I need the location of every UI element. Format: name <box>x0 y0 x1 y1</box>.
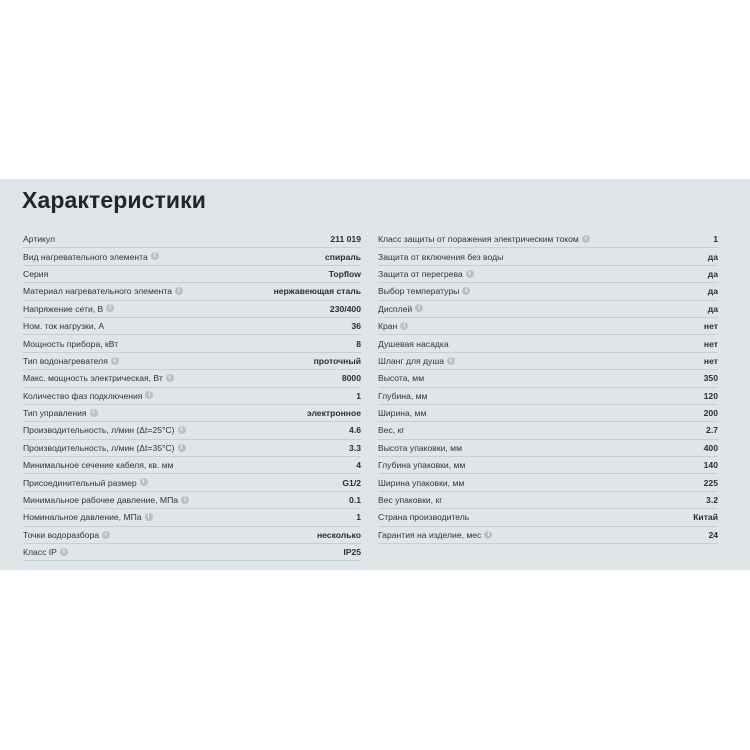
spec-value: 24 <box>708 529 718 540</box>
info-icon[interactable]: i <box>175 287 183 295</box>
spec-value: 2.7 <box>706 425 718 436</box>
spec-value: Китай <box>693 512 718 523</box>
spec-label <box>23 547 343 557</box>
spec-label <box>378 512 693 522</box>
spec-value: 4.6 <box>349 425 361 436</box>
spec-label-text: Глубина, мм <box>378 390 428 401</box>
info-icon[interactable]: i <box>145 391 153 399</box>
spec-value: электронное <box>306 408 361 419</box>
info-icon[interactable]: i <box>466 270 474 278</box>
spec-value: да <box>707 268 718 279</box>
spec-label-text: Минимальное сечение кабеля, кв. мм <box>23 460 174 471</box>
info-icon[interactable]: i <box>582 235 590 243</box>
spec-label-text: Точки водоразбора <box>23 529 100 540</box>
spec-label <box>23 443 349 453</box>
spec-value: несколько <box>316 529 361 540</box>
spec-label <box>23 373 342 383</box>
spec-label <box>23 304 330 314</box>
spec-value: нет <box>703 338 718 349</box>
spec-value: 200 <box>703 408 718 419</box>
spec-label <box>23 478 342 488</box>
info-icon[interactable]: i <box>145 513 153 521</box>
spec-label <box>23 339 356 349</box>
spec-value: Topflow <box>328 268 361 279</box>
spec-row <box>23 301 361 318</box>
spec-row <box>23 318 361 335</box>
spec-label-text: Защита от перегрева <box>378 268 463 279</box>
info-icon[interactable]: i <box>140 478 148 486</box>
spec-label <box>23 269 329 279</box>
spec-label-text: Материал нагревательного элемента <box>23 286 173 297</box>
spec-row <box>378 509 718 526</box>
spec-row <box>23 231 361 248</box>
spec-label <box>378 530 708 540</box>
spec-label <box>23 356 314 366</box>
spec-label <box>378 478 704 488</box>
spec-label <box>23 321 351 331</box>
info-icon[interactable]: i <box>181 496 189 504</box>
spec-label-text: Гарантия на изделие, мес <box>378 529 482 540</box>
spec-row <box>378 318 718 335</box>
spec-row <box>378 422 718 439</box>
spec-label <box>23 460 356 470</box>
spec-value: 1 <box>713 234 718 245</box>
spec-row <box>23 248 361 265</box>
spec-value: 140 <box>703 460 718 471</box>
spec-label <box>378 286 708 296</box>
spec-label-text: Кран <box>378 321 398 332</box>
spec-label-text: Производительность, л/мин (Δt=25°C) <box>23 425 175 436</box>
spec-label <box>23 408 307 418</box>
spec-label <box>378 269 708 279</box>
spec-label <box>23 391 356 401</box>
spec-value: 225 <box>703 477 718 488</box>
info-icon[interactable]: i <box>166 374 174 382</box>
spec-value: 350 <box>703 373 718 384</box>
spec-label-text: Номинальное давление, МПа <box>23 512 142 523</box>
spec-label-text: Класс защиты от поражения электрическим током <box>378 234 579 245</box>
spec-label-text: Мощность прибора, кВт <box>23 338 119 349</box>
spec-value: 3.2 <box>706 495 718 506</box>
spec-row <box>23 492 361 509</box>
spec-label-text: Вес, кг <box>378 425 405 436</box>
spec-label-text: Класс IP <box>23 547 57 558</box>
spec-value: проточный <box>313 355 361 366</box>
spec-row <box>378 248 718 265</box>
page-title: Характеристики <box>22 187 206 213</box>
info-icon[interactable]: i <box>111 357 119 365</box>
spec-row <box>23 283 361 300</box>
spec-value: G1/2 <box>342 477 361 488</box>
spec-label <box>23 495 349 505</box>
spec-row <box>378 283 718 300</box>
spec-label <box>378 373 704 383</box>
spec-value: 120 <box>703 390 718 401</box>
spec-label <box>23 530 317 540</box>
spec-label-text: Высота, мм <box>378 373 425 384</box>
spec-label-text: Ширина упаковки, мм <box>378 477 465 488</box>
spec-row <box>378 266 718 283</box>
spec-label-text: Серия <box>23 268 49 279</box>
spec-label <box>378 443 704 453</box>
spec-row <box>378 388 718 405</box>
spec-value: IP25 <box>343 547 361 558</box>
spec-row <box>378 492 718 509</box>
spec-label-text: Высота упаковки, мм <box>378 442 462 453</box>
spec-row <box>378 353 718 370</box>
info-icon[interactable]: i <box>178 426 186 434</box>
spec-label-text: Напряжение сети, В <box>23 303 104 314</box>
spec-row <box>23 335 361 352</box>
spec-row <box>23 544 361 561</box>
spec-label-text: Тип управления <box>23 408 87 419</box>
spec-label-text: Глубина упаковки, мм <box>378 460 466 471</box>
spec-label-text: Дисплей <box>378 303 413 314</box>
spec-value: нет <box>703 321 718 332</box>
spec-label-text: Производительность, л/мин (Δt=35°C) <box>23 442 175 453</box>
spec-value: спираль <box>324 251 361 262</box>
spec-label-text: Вес упаковки, кг <box>378 495 443 506</box>
spec-row <box>378 370 718 387</box>
info-icon[interactable]: i <box>151 252 159 260</box>
spec-value: да <box>707 286 718 297</box>
spec-label <box>378 252 708 262</box>
spec-label <box>23 425 349 435</box>
spec-row <box>23 457 361 474</box>
info-icon[interactable]: i <box>400 322 408 330</box>
info-icon[interactable]: i <box>415 304 423 312</box>
spec-value: 8000 <box>341 373 361 384</box>
info-icon[interactable]: i <box>447 357 455 365</box>
spec-row <box>378 474 718 491</box>
info-icon[interactable]: i <box>90 409 98 417</box>
spec-column-right <box>378 231 718 544</box>
spec-value: да <box>707 303 718 314</box>
spec-label <box>378 408 704 418</box>
spec-row <box>23 474 361 491</box>
spec-value: 1 <box>356 390 361 401</box>
spec-column-left <box>23 231 361 561</box>
info-icon[interactable]: i <box>484 531 492 539</box>
spec-label <box>378 391 704 401</box>
spec-row <box>23 509 361 526</box>
spec-label <box>378 321 704 331</box>
spec-label-text: Душевая насадка <box>378 338 449 349</box>
spec-label-text: Минимальное рабочее давление, МПа <box>23 495 179 506</box>
spec-label-text: Страна производитель <box>378 512 470 523</box>
spec-value: 0.1 <box>349 495 361 506</box>
spec-label-text: Выбор температуры <box>378 286 460 297</box>
spec-row <box>378 440 718 457</box>
spec-value: 400 <box>703 442 718 453</box>
spec-label <box>378 495 706 505</box>
spec-row <box>378 527 718 544</box>
spec-label-text: Вид нагревательного элемента <box>23 251 148 262</box>
spec-label-text: Ном. ток нагрузки, А <box>23 321 105 332</box>
spec-value: 3.3 <box>349 442 361 453</box>
spec-row <box>378 231 718 248</box>
spec-label-text: Защита от включения без воды <box>378 251 504 262</box>
spec-row <box>23 405 361 422</box>
spec-row <box>378 301 718 318</box>
spec-label-text: Макс. мощность электрическая, Вт <box>23 373 163 384</box>
spec-row <box>23 422 361 439</box>
spec-row <box>378 405 718 422</box>
info-icon[interactable]: i <box>106 304 114 312</box>
spec-value: 211 019 <box>330 234 361 245</box>
spec-value: 1 <box>356 512 361 523</box>
spec-row <box>378 335 718 352</box>
spec-label <box>23 286 274 296</box>
spec-row <box>23 353 361 370</box>
spec-label-text: Тип водонагревателя <box>23 355 108 366</box>
info-icon[interactable]: i <box>102 531 110 539</box>
spec-label-text: Присоединительный размер <box>23 477 137 488</box>
spec-label-text: Артикул <box>23 234 56 245</box>
spec-label <box>378 234 713 244</box>
spec-value: нет <box>703 355 718 366</box>
info-icon[interactable]: i <box>60 548 68 556</box>
spec-row <box>23 440 361 457</box>
spec-row <box>23 527 361 544</box>
spec-label-text: Ширина, мм <box>378 408 427 419</box>
spec-row <box>23 266 361 283</box>
spec-row <box>23 370 361 387</box>
spec-value: 4 <box>356 460 361 471</box>
spec-value: 230/400 <box>329 303 361 314</box>
spec-value: да <box>707 251 718 262</box>
spec-row <box>23 388 361 405</box>
info-icon[interactable]: i <box>178 444 186 452</box>
spec-label <box>23 234 330 244</box>
spec-row <box>378 457 718 474</box>
spec-label-text: Количество фаз подключения <box>23 390 143 401</box>
spec-label <box>23 252 325 262</box>
info-icon[interactable]: i <box>462 287 470 295</box>
spec-value: 36 <box>351 321 361 332</box>
spec-label <box>378 425 706 435</box>
spec-label <box>378 339 704 349</box>
spec-label <box>378 304 708 314</box>
spec-label <box>378 460 704 470</box>
spec-label <box>23 512 356 522</box>
spec-value: 8 <box>356 338 361 349</box>
spec-label-text: Шланг для душа <box>378 355 444 366</box>
spec-value: нержавеющая сталь <box>273 286 361 297</box>
spec-label <box>378 356 704 366</box>
